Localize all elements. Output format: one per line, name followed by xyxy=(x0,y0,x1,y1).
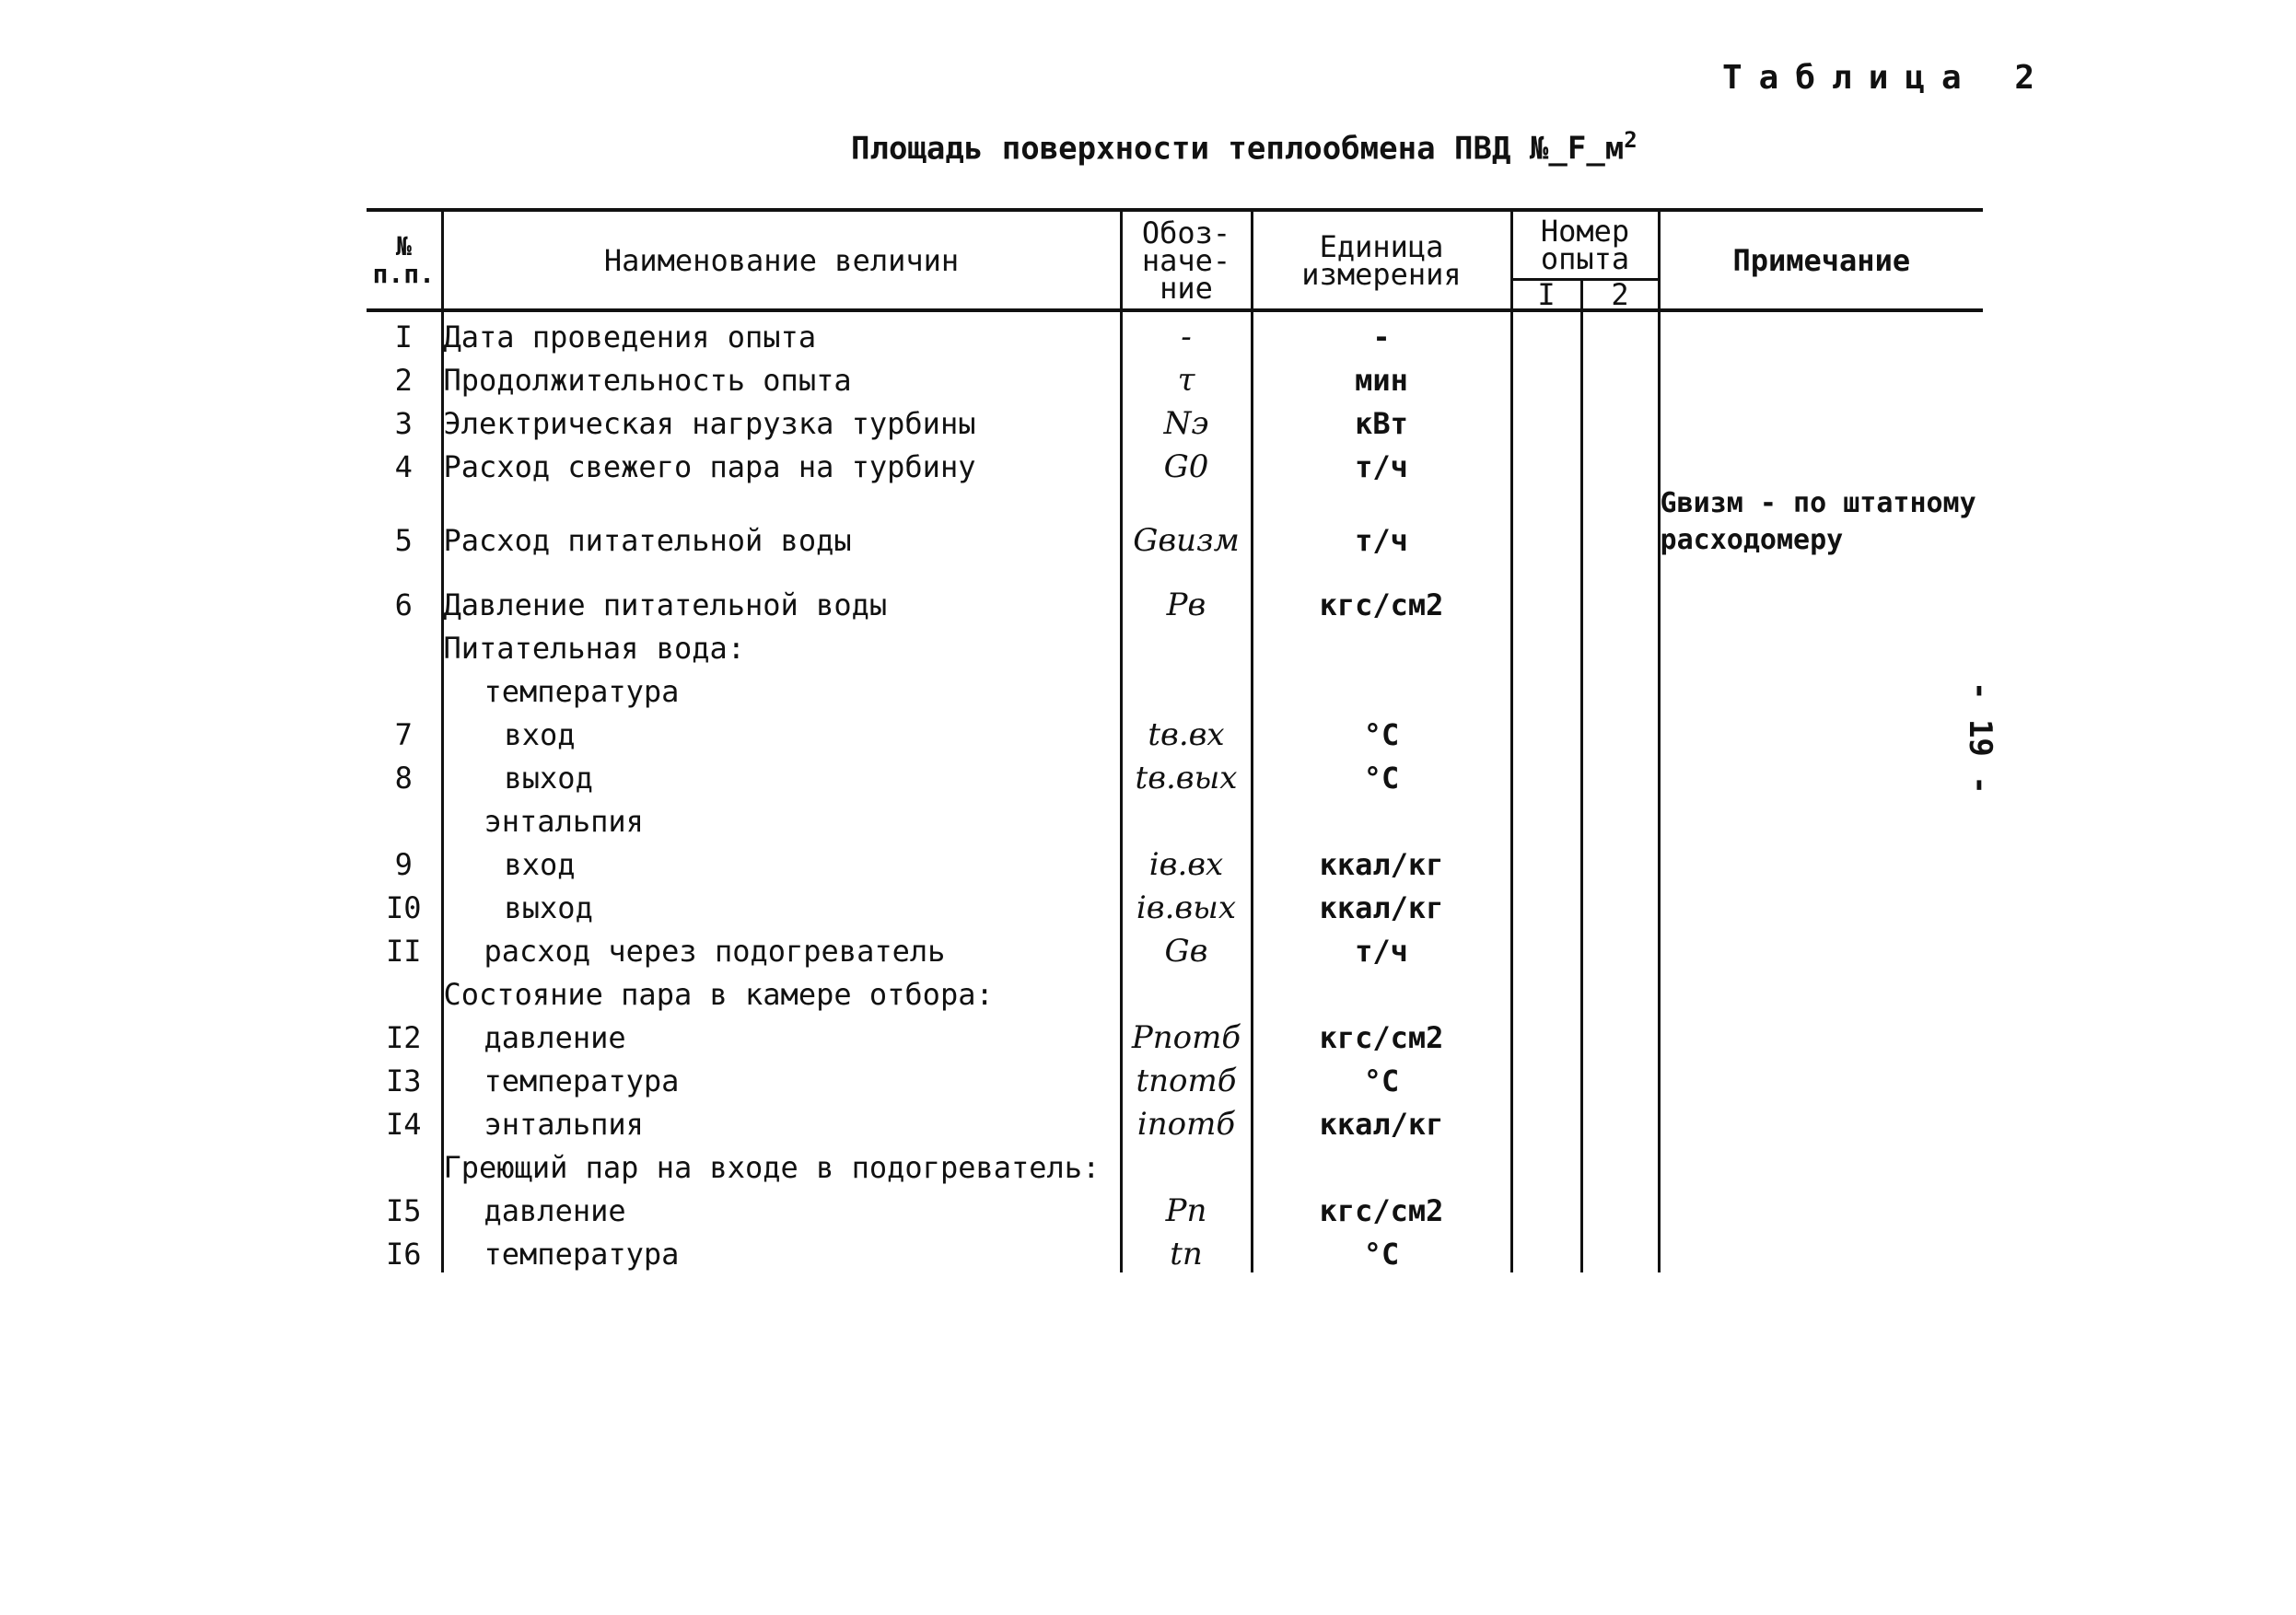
header-name: Наименование величин xyxy=(442,210,1121,310)
row-name: энтальпия xyxy=(442,796,1121,840)
row-exp-2 xyxy=(1581,1143,1659,1186)
row-symbol: Pпотб xyxy=(1121,1013,1252,1056)
row-name: Греющий пар на входе в подогреватель: xyxy=(442,1143,1121,1186)
header-note: Примечание xyxy=(1659,210,1983,310)
row-unit: °C xyxy=(1252,710,1511,753)
row-exp-2 xyxy=(1581,970,1659,1013)
table-row xyxy=(367,970,1983,1013)
row-exp-1 xyxy=(1511,623,1581,667)
row-exp-2 xyxy=(1581,310,1659,355)
row-exp-1 xyxy=(1511,442,1581,485)
row-exp-1 xyxy=(1511,1056,1581,1099)
row-symbol: Nэ xyxy=(1121,399,1252,442)
row-number: 9 xyxy=(394,847,413,882)
row-symbol: Gвизм xyxy=(1121,485,1252,559)
title-text: Площадь поверхности теплообмена ПВД №_F_м xyxy=(851,130,1625,168)
table-row xyxy=(367,559,1983,623)
row-note xyxy=(1659,355,1983,399)
row-number: I5 xyxy=(385,1193,422,1228)
row-symbol: τ xyxy=(1121,355,1252,399)
row-symbol: tп xyxy=(1121,1229,1252,1272)
row-number: I6 xyxy=(385,1237,422,1272)
row-note xyxy=(1659,796,1983,840)
row-unit: - xyxy=(1252,310,1511,355)
row-note xyxy=(1659,753,1983,796)
row-note xyxy=(1659,840,1983,883)
row-exp-1 xyxy=(1511,926,1581,970)
row-name: энтальпия xyxy=(442,1099,1121,1143)
table-row xyxy=(367,1143,1983,1186)
row-unit xyxy=(1252,970,1511,1013)
row-unit xyxy=(1252,796,1511,840)
row-exp-1 xyxy=(1511,710,1581,753)
row-note xyxy=(1659,442,1983,485)
row-note xyxy=(1659,1099,1983,1143)
row-unit: т/ч xyxy=(1252,926,1511,970)
table-row xyxy=(367,1229,1983,1272)
table-row xyxy=(367,485,1983,559)
row-exp-2 xyxy=(1581,883,1659,926)
row-unit: т/ч xyxy=(1252,442,1511,485)
row-number: 3 xyxy=(394,406,413,441)
table-row xyxy=(367,355,1983,399)
row-exp-1 xyxy=(1511,1186,1581,1229)
row-symbol: - xyxy=(1121,310,1252,355)
row-symbol: Pп xyxy=(1121,1186,1252,1229)
row-exp-1 xyxy=(1511,1229,1581,1272)
header-exp-2: 2 xyxy=(1581,280,1659,311)
table-row xyxy=(367,1186,1983,1229)
row-symbol xyxy=(1121,796,1252,840)
row-exp-2 xyxy=(1581,753,1659,796)
row-exp-2 xyxy=(1581,1186,1659,1229)
row-name: давление xyxy=(442,1186,1121,1229)
row-exp-2 xyxy=(1581,1013,1659,1056)
table-row xyxy=(367,399,1983,442)
row-note xyxy=(1659,710,1983,753)
row-name: температура xyxy=(442,1229,1121,1272)
row-exp-1 xyxy=(1511,667,1581,710)
row-number xyxy=(367,667,442,710)
row-name: вход xyxy=(442,710,1121,753)
row-note xyxy=(1659,310,1983,355)
row-exp-2 xyxy=(1581,355,1659,399)
row-symbol: tв.вх xyxy=(1121,710,1252,753)
row-exp-2 xyxy=(1581,1056,1659,1099)
row-name: выход xyxy=(442,753,1121,796)
row-symbol: Pв xyxy=(1121,559,1252,623)
table-row xyxy=(367,840,1983,883)
row-symbol xyxy=(1121,970,1252,1013)
row-exp-1 xyxy=(1511,310,1581,355)
row-name: Дата проведения опыта xyxy=(442,310,1121,355)
header-exp-1: I xyxy=(1511,280,1581,311)
row-number: 2 xyxy=(394,363,413,398)
row-name: Давление питательной воды xyxy=(442,559,1121,623)
row-unit: °C xyxy=(1252,753,1511,796)
table-row xyxy=(367,753,1983,796)
table-row xyxy=(367,1056,1983,1099)
row-number: 5 xyxy=(394,523,413,558)
row-unit xyxy=(1252,1143,1511,1186)
row-exp-2 xyxy=(1581,710,1659,753)
row-exp-1 xyxy=(1511,1013,1581,1056)
row-note xyxy=(1659,559,1983,623)
row-exp-1 xyxy=(1511,485,1581,559)
row-note xyxy=(1659,667,1983,710)
row-unit: ккал/кг xyxy=(1252,1099,1511,1143)
row-unit: ккал/кг xyxy=(1252,840,1511,883)
row-number xyxy=(367,623,442,667)
table-label: Таблица 2 xyxy=(1722,59,2052,97)
row-number xyxy=(367,796,442,840)
table-row xyxy=(367,710,1983,753)
row-exp-2 xyxy=(1581,442,1659,485)
row-number: I xyxy=(394,320,413,354)
row-exp-1 xyxy=(1511,399,1581,442)
table-row xyxy=(367,1099,1983,1143)
table-row xyxy=(367,442,1983,485)
row-name: Расход свежего пара на турбину xyxy=(442,442,1121,485)
row-unit: кгс/см2 xyxy=(1252,1013,1511,1056)
row-unit: °C xyxy=(1252,1229,1511,1272)
header-num: № п.п. xyxy=(367,210,442,310)
row-number: 6 xyxy=(394,587,413,622)
row-exp-2 xyxy=(1581,399,1659,442)
row-note xyxy=(1659,970,1983,1013)
table-row xyxy=(367,796,1983,840)
row-note xyxy=(1659,1143,1983,1186)
row-exp-1 xyxy=(1511,753,1581,796)
row-number: I2 xyxy=(385,1020,422,1055)
row-number: I0 xyxy=(385,890,422,925)
row-exp-2 xyxy=(1581,623,1659,667)
row-name: выход xyxy=(442,883,1121,926)
row-number xyxy=(367,970,442,1013)
header-experiment: Номер опыта xyxy=(1511,210,1659,280)
row-exp-2 xyxy=(1581,485,1659,559)
row-exp-1 xyxy=(1511,355,1581,399)
row-unit: мин xyxy=(1252,355,1511,399)
row-note xyxy=(1659,1013,1983,1056)
row-name: Электрическая нагрузка турбины xyxy=(442,399,1121,442)
table-row xyxy=(367,883,1983,926)
document-title xyxy=(851,127,1638,167)
header-unit: Единица измерения xyxy=(1252,210,1511,310)
page-number: - 19 - xyxy=(1962,681,1999,795)
row-unit xyxy=(1252,667,1511,710)
row-number: II xyxy=(385,934,422,969)
row-note xyxy=(1659,623,1983,667)
row-exp-2 xyxy=(1581,1099,1659,1143)
table-row xyxy=(367,667,1983,710)
row-exp-1 xyxy=(1511,796,1581,840)
row-exp-1 xyxy=(1511,840,1581,883)
row-symbol: iпотб xyxy=(1121,1099,1252,1143)
table-row xyxy=(367,623,1983,667)
row-unit: т/ч xyxy=(1252,485,1511,559)
table-row xyxy=(367,926,1983,970)
row-symbol xyxy=(1121,623,1252,667)
row-symbol: G0 xyxy=(1121,442,1252,485)
row-name: Питательная вода: xyxy=(442,623,1121,667)
row-number: I3 xyxy=(385,1063,422,1098)
row-name: Состояние пара в камере отбора: xyxy=(442,970,1121,1013)
row-name: давление xyxy=(442,1013,1121,1056)
header-symbol: Обоз-наче-ние xyxy=(1121,210,1252,310)
row-exp-2 xyxy=(1581,1229,1659,1272)
table-row xyxy=(367,310,1983,355)
row-exp-2 xyxy=(1581,667,1659,710)
row-number xyxy=(367,1143,442,1186)
row-name: Расход питательной воды xyxy=(442,485,1121,559)
row-note xyxy=(1659,1229,1983,1272)
row-exp-1 xyxy=(1511,1143,1581,1186)
row-exp-1 xyxy=(1511,559,1581,623)
row-note xyxy=(1659,399,1983,442)
table-header-row xyxy=(367,210,1983,280)
row-unit: °C xyxy=(1252,1056,1511,1099)
row-note xyxy=(1659,883,1983,926)
row-exp-2 xyxy=(1581,796,1659,840)
row-name: температура xyxy=(442,1056,1121,1099)
row-unit: кгс/см2 xyxy=(1252,1186,1511,1229)
row-note xyxy=(1659,926,1983,970)
table-row xyxy=(367,1013,1983,1056)
row-exp-2 xyxy=(1581,926,1659,970)
row-number: I4 xyxy=(385,1107,422,1142)
row-symbol xyxy=(1121,1143,1252,1186)
parameters-table xyxy=(367,208,1983,1272)
row-name: Продолжительность опыта xyxy=(442,355,1121,399)
row-unit xyxy=(1252,623,1511,667)
row-number: 8 xyxy=(394,761,413,796)
row-exp-2 xyxy=(1581,559,1659,623)
title-superscript: 2 xyxy=(1624,127,1638,153)
row-name: расход через подогреватель xyxy=(442,926,1121,970)
row-number: 4 xyxy=(394,449,413,484)
row-unit: ккал/кг xyxy=(1252,883,1511,926)
row-symbol: tв.вых xyxy=(1121,753,1252,796)
row-symbol xyxy=(1121,667,1252,710)
row-unit: кгс/см2 xyxy=(1252,559,1511,623)
row-name: вход xyxy=(442,840,1121,883)
row-note xyxy=(1659,1056,1983,1099)
row-exp-2 xyxy=(1581,840,1659,883)
row-symbol: Gв xyxy=(1121,926,1252,970)
row-symbol: tпотб xyxy=(1121,1056,1252,1099)
table-body xyxy=(367,310,1983,1272)
row-number: 7 xyxy=(394,717,413,752)
row-note: Gвизм - по штатному расходомеру xyxy=(1659,485,1983,559)
row-exp-1 xyxy=(1511,970,1581,1013)
row-name: температура xyxy=(442,667,1121,710)
row-symbol: iв.вых xyxy=(1121,883,1252,926)
row-symbol: iв.вх xyxy=(1121,840,1252,883)
row-exp-1 xyxy=(1511,883,1581,926)
row-unit: кВт xyxy=(1252,399,1511,442)
row-note xyxy=(1659,1186,1983,1229)
row-exp-1 xyxy=(1511,1099,1581,1143)
